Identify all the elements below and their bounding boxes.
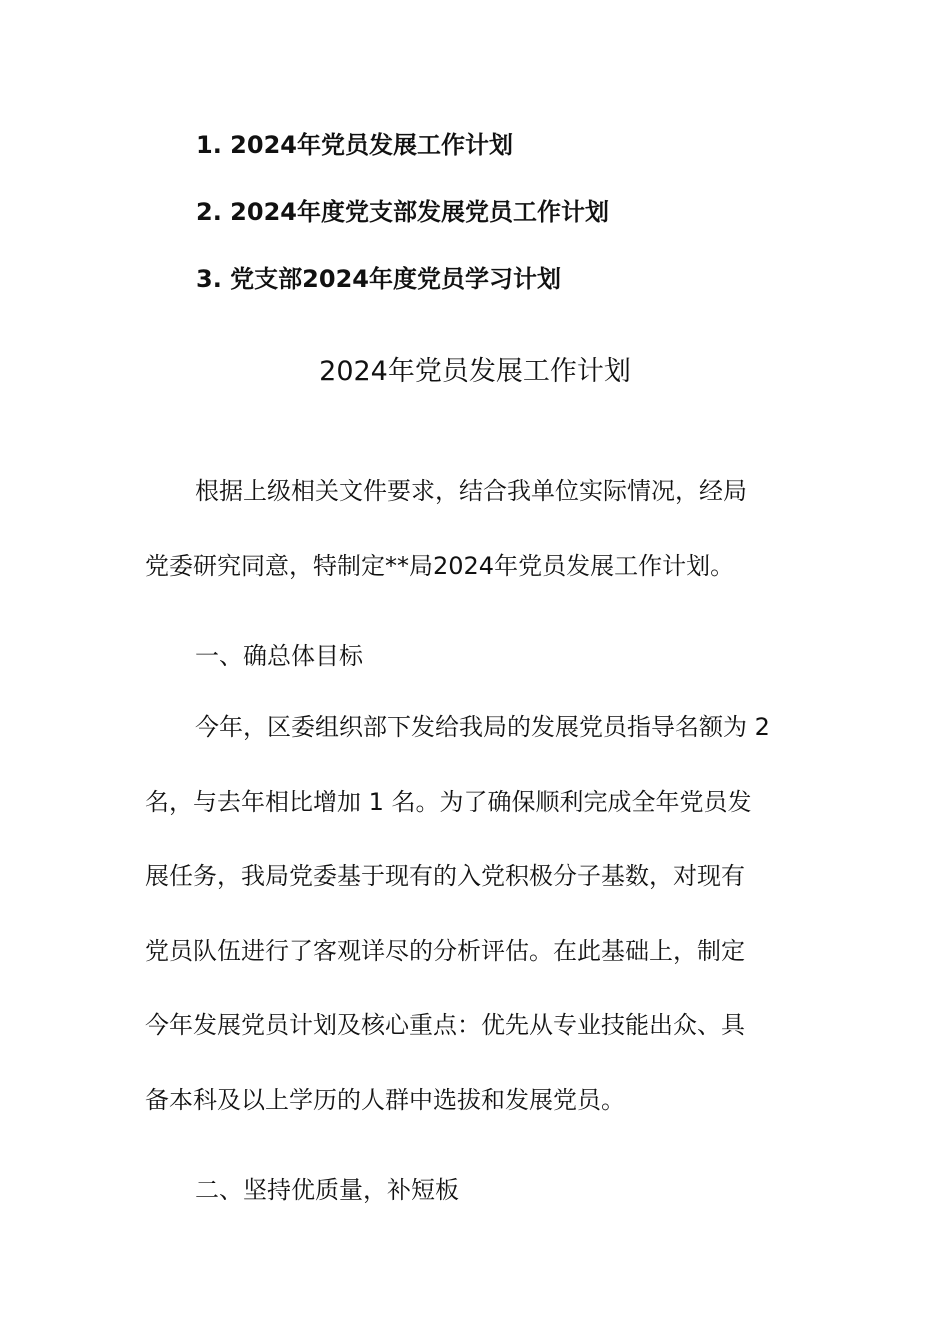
paragraph-line: 党员队伍进行了客观详尽的分析评估。在此基础上，制定 — [145, 936, 745, 965]
paragraph-line: 备本科及以上学历的人群中选拔和发展党员。 — [145, 1085, 625, 1114]
toc-item-3[interactable]: 3. 党支部2024年度党员学习计划 — [196, 265, 561, 293]
paragraph-line: 今年发展党员计划及核心重点：优先从专业技能出众、具 — [145, 1011, 745, 1039]
section-heading-2: 二、坚持优质量，补短板 — [195, 1176, 459, 1204]
toc-item-2[interactable]: 2. 2024年度党支部发展党员工作计划 — [196, 198, 609, 226]
paragraph-intro — [145, 454, 805, 603]
paragraph-line: 今年，区委组织部下发给我局的发展党员指导名额为 2 — [195, 713, 770, 741]
document-title: 2024年党员发展工作计划 — [319, 356, 631, 387]
paragraph-line: 党委研究同意，特制定**局2024年党员发展工作计划。 — [145, 551, 735, 580]
paragraph-line: 名，与去年相比增加 1 名。为了确保顺利完成全年党员发 — [145, 787, 752, 816]
paragraph-goals — [145, 690, 805, 1137]
toc-item-1[interactable]: 1. 2024年党员发展工作计划 — [196, 131, 513, 159]
section-heading-1: 一、确总体目标 — [195, 642, 363, 670]
paragraph-line: 展任务，我局党委基于现有的入党积极分子基数，对现有 — [145, 862, 745, 890]
paragraph-line: 根据上级相关文件要求，结合我单位实际情况，经局 — [195, 477, 747, 505]
table-of-contents — [196, 128, 836, 329]
